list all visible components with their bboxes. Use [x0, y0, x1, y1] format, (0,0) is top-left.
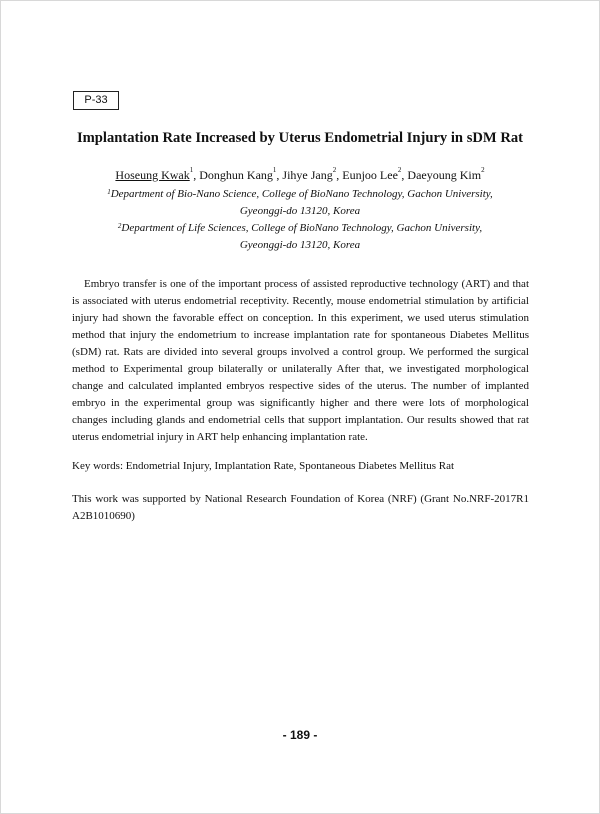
affiliation-1 [0, 186, 600, 220]
paper-title: Implantation Rate Increased by Uterus Endometrial Injury in sDM Rat [76, 130, 524, 146]
author-affiliation-mark: 1 [189, 166, 194, 174]
author-affiliation-mark: 2 [332, 166, 337, 174]
author-name: Jihye Jang [282, 168, 333, 182]
affiliation-mark: 1 [107, 188, 111, 196]
author-name: Donghun Kang [199, 168, 273, 182]
affiliation-mark: 2 [117, 222, 122, 230]
affiliation-2 [0, 220, 600, 254]
affiliation-line: Gyeonggi-do 13120, Korea [239, 205, 361, 217]
keywords: Key words: Endometrial Injury, Implantation Rate, Spontaneous Diabetes Mellitus Rat [72, 460, 455, 472]
affiliation-line: Department of Bio-Nano Science, College of BioNano Technology, Gachon University, [110, 188, 493, 200]
author-name: Eunjoo Lee [342, 168, 398, 182]
poster-id-badge: P-33 [73, 91, 119, 110]
author-affiliation-mark: 2 [481, 166, 485, 174]
page-number: - 189 - [282, 728, 318, 742]
acknowledgement: This work was supported by National Research Foundation of Korea (NRF) (Grant No.NRF-2017R1 A2B1010690) [72, 493, 529, 522]
affiliation-line: Gyeonggi-do 13120, Korea [239, 239, 361, 251]
author-affiliation-mark: 2 [397, 166, 402, 174]
author-affiliation-mark: 1 [272, 166, 277, 174]
author-list: Hoseung Kwak$^1$, Donghun Kang$^1$, Jihye Jang$^2$, Eunjoo Lee$^2$, Daeyoung Kim$^2$ [115, 166, 485, 182]
abstract: Embryo transfer is one of the important process of assisted reproductive technology (ART) and that is associated with uterus endometrial receptivity. Recently, mouse endometrial stimulation by artificial injury had shown the favorable effect on conception. In this experiment, we used uterus stimulation method that injury the endometrium to increase implantation rate for spontaneous Diabetes Mellitus (sDM) rat. Rats are divided into several groups involved a control group. We performed the surgical method to Experimental group bilaterally or unilaterally After that, we investigated morphological change and calculated implanted embryos respective sides of the uterus. The number of implanted embryo in the experimental group was significantly higher and there were lots of morphological changes including glands and endometrial cells that support implantation. Our results showed that rat uterus endometrial injury in ART help enhancing implantation rate. [72, 278, 529, 443]
author-name: Daeyoung Kim [407, 168, 482, 182]
author-name: Hoseung Kwak [115, 168, 190, 182]
affiliation-line: Department of Life Sciences, College of BioNano Technology, Gachon University, [121, 222, 483, 234]
